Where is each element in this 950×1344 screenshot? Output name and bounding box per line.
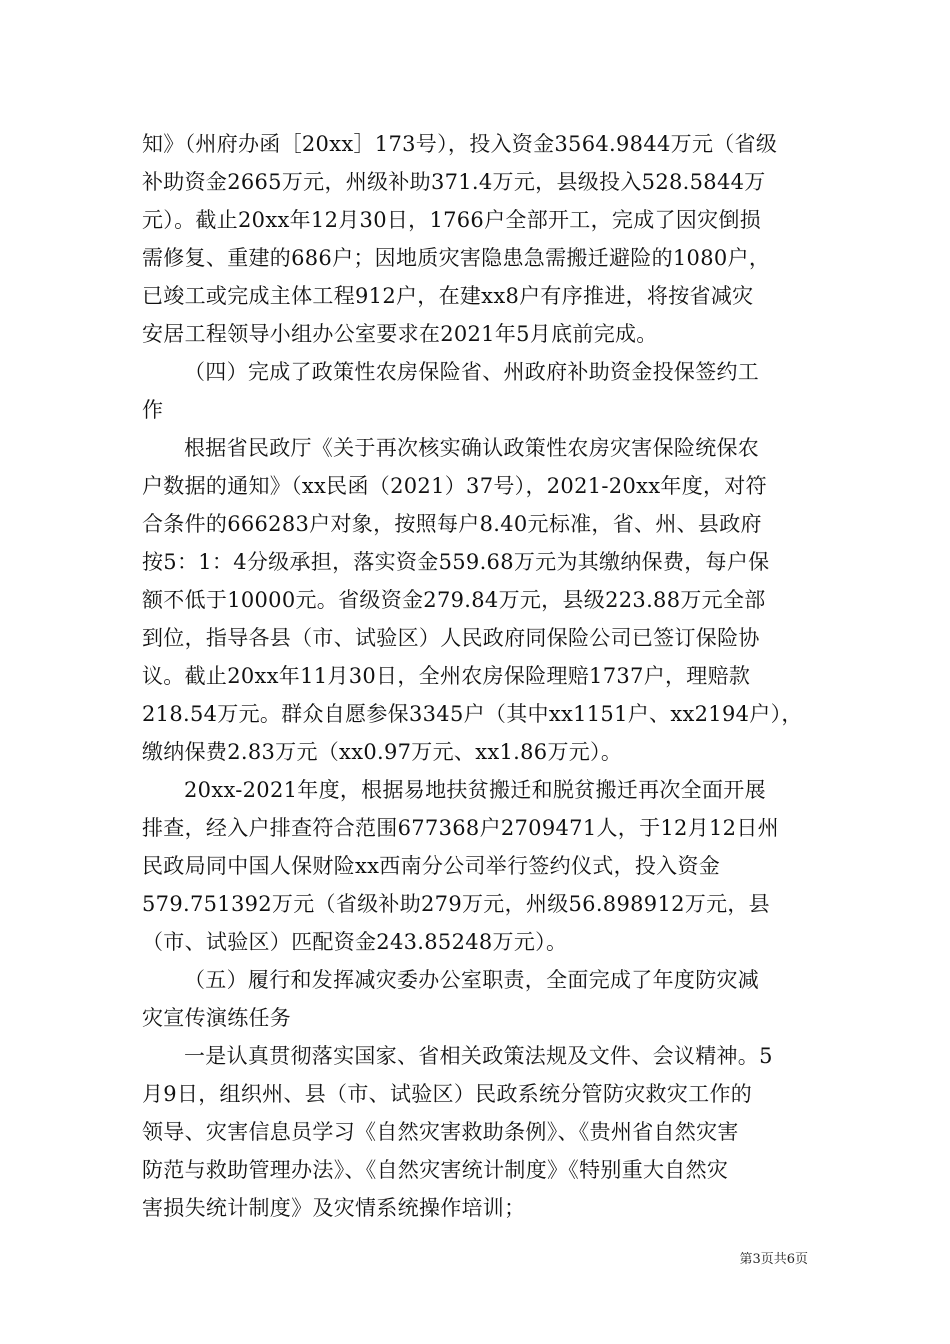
text-line: 额不低于10000元。省级资金279.84万元，县级223.88万元全部 bbox=[142, 588, 766, 612]
text-line: 缴纳保费2.83万元（xx0.97万元、xx1.86万元）。 bbox=[142, 740, 623, 764]
text-line: 218.54万元。群众自愿参保3345户（其中xx1151户、xx2194户）， bbox=[142, 702, 803, 726]
text-line: 按5：1：4分级承担，落实资金559.68万元为其缴纳保费，每户保 bbox=[142, 550, 770, 574]
text-line: 20xx-2021年度，根据易地扶贫搬迁和脱贫搬迁再次全面开展 bbox=[184, 778, 766, 802]
text-line: 排查，经入户排查符合范围677368户2709471人，于12月12日州 bbox=[142, 816, 779, 840]
text-line: 到位，指导各县（市、试验区）人民政府同保险公司已签订保险协 bbox=[142, 626, 760, 650]
text-line: 已竣工或完成主体工程912户，在建xx8户有序推进，将按省减灾 bbox=[142, 284, 754, 308]
text-line: 知》（州府办函［20xx］173号），投入资金3564.9844万元（省级 bbox=[142, 132, 778, 156]
section-heading: 作 bbox=[142, 398, 164, 422]
text-line: 根据省民政厅《关于再次核实确认政策性农房灾害保险统保农 bbox=[184, 436, 760, 460]
text-line: 害损失统计制度》及灾情系统操作培训； bbox=[142, 1196, 526, 1220]
text-line: 579.751392万元（省级补助279万元，州级56.898912万元，县 bbox=[142, 892, 770, 916]
text-line: 议。截止20xx年11月30日，全州农房保险理赔1737户，理赔款 bbox=[142, 664, 751, 688]
text-line: 需修复、重建的686户；因地质灾害隐患急需搬迁避险的1080户， bbox=[142, 246, 771, 270]
text-line: （市、试验区）匹配资金243.85248万元）。 bbox=[142, 930, 568, 954]
text-line: 防范与救助管理办法》、《自然灾害统计制度》《特别重大自然灾 bbox=[142, 1158, 729, 1182]
text-line: 领导、灾害信息员学习《自然灾害救助条例》、《贵州省自然灾害 bbox=[142, 1120, 739, 1144]
section-heading: 灾宣传演练任务 bbox=[142, 1006, 292, 1030]
page-number: 第3页共6页 bbox=[739, 1252, 808, 1267]
text-line: 户数据的通知》（xx民函（2021）37号），2021-20xx年度，对符 bbox=[142, 474, 767, 498]
section-heading: （五）履行和发挥减灾委办公室职责，全面完成了年度防灾减 bbox=[184, 968, 760, 992]
text-line: 元）。截止20xx年12月30日，1766户全部开工，完成了因灾倒损 bbox=[142, 208, 761, 232]
section-heading: （四）完成了政策性农房保险省、州政府补助资金投保签约工 bbox=[184, 360, 760, 384]
text-line: 民政局同中国人保财险xx西南分公司举行签约仪式，投入资金 bbox=[142, 854, 721, 878]
text-line: 一是认真贯彻落实国家、省相关政策法规及文件、会议精神。5 bbox=[184, 1044, 773, 1068]
text-line: 月9日，组织州、县（市、试验区）民政系统分管防灾救灾工作的 bbox=[142, 1082, 753, 1106]
text-line: 合条件的666283户对象，按照每户8.40元标准，省、州、县政府 bbox=[142, 512, 762, 536]
text-line: 安居工程领导小组办公室要求在2021年5月底前完成。 bbox=[142, 322, 658, 346]
text-line: 补助资金2665万元，州级补助371.4万元，县级投入528.5844万 bbox=[142, 170, 766, 194]
